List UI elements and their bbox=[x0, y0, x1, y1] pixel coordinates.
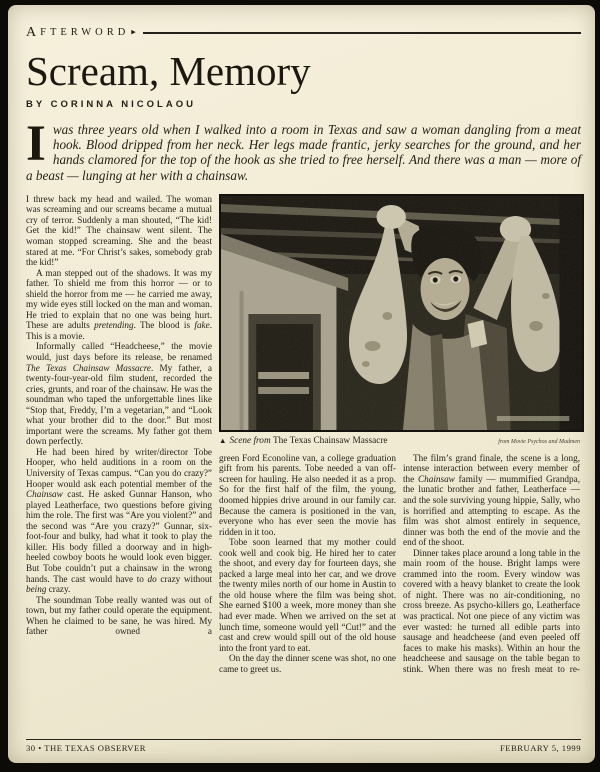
kicker bbox=[26, 25, 581, 40]
column-2: green Ford Econoline van, a college graduation gift from his parents. Tobe needed a van off-screen for hauling. He also needed it as a prop. So for the first half of the film, the young, doomed hippies drive around in our family car. Because the camera is positioned in the van, everyone who has ever seen the movie has ridden in it too. Tobe soon learned that my mother could cook well and cook big. He hired her to cater the shoot, and every day for fourteen days, she packed a large meal into her car, and we drove the twenty miles north of our home in Austin to the old house where the film was being shot. She earned $100 a week, more money than she had ever made. When we arrived on the set at lunch time, someone would yell “Cut!” and the cast and crew would spill out of the old house into the front yard to eat. On the day the dinner scene was shot, no one came to greet us. bbox=[219, 452, 396, 674]
intro-text: was three years old when I walked into a room in Texas and saw a woman dangling from a meat hook. Blood dripped from her neck. Her legs made frantic, jerky searches for the ground, and her hands clamored for the top of the hook as she tried to free herself. And there was a man — more of a beast — lunging at her with a chainsaw. bbox=[26, 122, 581, 183]
kicker-initial: A bbox=[26, 24, 41, 40]
intro-paragraph bbox=[26, 116, 581, 183]
page bbox=[8, 5, 595, 763]
footer bbox=[26, 739, 581, 753]
photo-credit: from Movie Psychos and Madmen bbox=[498, 438, 580, 445]
photo-figure bbox=[219, 194, 580, 453]
footer-issue-date: FEBRUARY 5, 1999 bbox=[500, 743, 581, 753]
intro-dropcap: I bbox=[26, 116, 46, 172]
caption-triangle-icon: ▲ bbox=[219, 435, 227, 445]
article-columns bbox=[26, 194, 581, 674]
caption-lead: Scene from bbox=[229, 435, 271, 446]
caption-text bbox=[219, 436, 388, 446]
byline: BY CORINNA NICOLAOU bbox=[26, 99, 196, 110]
photo-caption bbox=[219, 436, 580, 446]
column-1: I threw back my head and wailed. The woman was screaming and our screams became a mutual cry of terror. Suddenly a man shouted, “The kid! Get the kid!” The chainsaw went silent. The woman stopped screaming. She and the beast stared at me. “For Christ’s sakes, somebody grab the kid!” A man stepped out of the shadows. It was my father. To shield me from this horror — or to shield the horror from me — he carried me away, my wide eyes still locked on the man and woman. He tried to explain that no one was being hurt. These are adults pretending. The blood is fake. This is a movie. Informally called “Headcheese,” the movie would, just days before its release, be renamed The Texas Chainsaw Massacre. My father, a twenty-four-year-old film student, recorded the cries, grunts, and roar of the chainsaw. He was the soundman who taped the unforgettable lines like “Stop that, Freddy, I’m a vegetarian,” and “Look what your brother did to the door.” But most important were the screams. My father got them down perfectly. He had been hired by writer/director Tobe Hooper, who held auditions in a room on the University of Texas campus. “Can you do crazy?” Hooper would ask each potential member of the Chainsaw cast. He asked Gunnar Hanson, who played Leatherface, two questions before giving him the role. The first was “Are you violent?” and the second was “Are you crazy?” Gunnar, six-foot-four and bulky, had what it took to play the killer. His body filled a doorway and in high-heeled cowboy boots he would look even bigger. But Tobe couldn’t put a chainsaw in the wrong hands. The cast would have to do crazy without being crazy. The soundman Tobe really wanted was out of town, but my father could operate the equipment. When he claimed to be sane, he was hired. My father owned a bbox=[26, 193, 212, 637]
page-title: Scream, Memory bbox=[26, 48, 311, 94]
kicker-label: FTERWORD bbox=[40, 27, 130, 38]
photo-chainsaw-scene bbox=[219, 194, 584, 432]
column-3: The film’s grand finale, the scene is a long, intense interaction between every member of the Chainsaw family — mummified Grandpa, the lunatic brother and father, Leatherface — and the sole surviving young hippie, Sally, who is horrified and attempting to escape. As the film was shot almost entirely in sequence, dinner was both the end of the movie and the end of the shoot. Dinner takes place around a long table in the main room of the house. Bright lamps were crammed into the room. Every window was covered with a heavy blanket to create the look of night. There was no air-conditioning, no cross breeze. As psycho-killers go, Leatherface was practical. Not one piece of any victim was ever wasted: he turned all edible parts into sausage and headcheese (and even peeled off faces to make his masks). Within an hour the headcheese and sausage on the table began to stink. When there was no fresh meat to re- bbox=[403, 452, 580, 674]
arrow-right-icon: ▸ bbox=[131, 26, 136, 37]
caption-title: The Texas Chainsaw Massacre bbox=[272, 435, 388, 446]
kicker-rule bbox=[143, 32, 581, 34]
footer-page-number: 30 • THE TEXAS OBSERVER bbox=[26, 743, 146, 753]
